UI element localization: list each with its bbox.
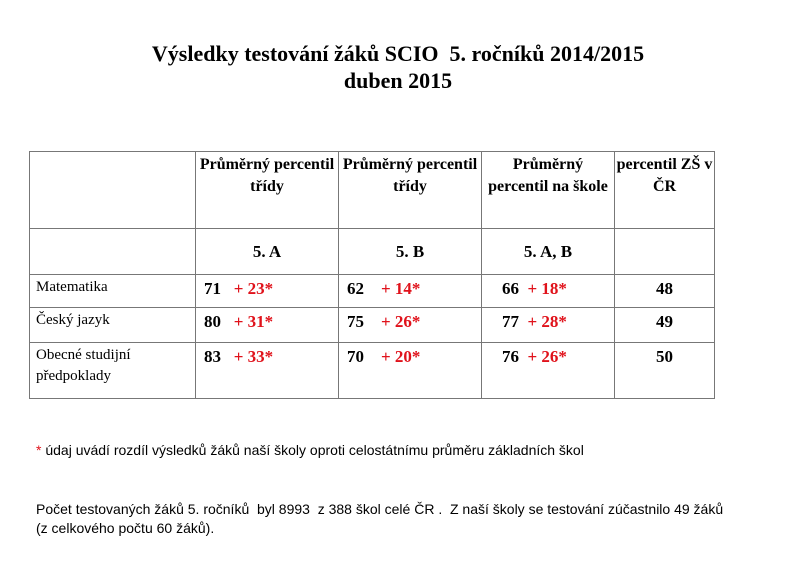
score-value: 70	[347, 347, 364, 366]
class-label-b: 5. B	[339, 229, 482, 275]
national-percentile: 48	[615, 275, 715, 308]
score-value: 77	[502, 312, 519, 331]
score-diff: + 20*	[381, 347, 421, 366]
score-diff: + 31*	[233, 312, 274, 331]
header-national: percentil ZŠ v ČR	[615, 152, 715, 229]
score-cell	[482, 308, 615, 343]
title-line-2: duben 2015	[343, 68, 453, 93]
score-cell	[339, 275, 482, 308]
score-cell	[196, 275, 339, 308]
table-row	[30, 275, 715, 308]
score-diff: + 26*	[381, 312, 421, 331]
score-diff: + 23*	[233, 279, 274, 298]
score-cell	[482, 275, 615, 308]
score-cell	[196, 308, 339, 343]
score-diff: + 18*	[527, 279, 567, 298]
score-value: 83	[204, 347, 221, 366]
subject-label: Matematika	[30, 275, 196, 308]
score-cell	[482, 343, 615, 399]
footnote	[36, 442, 584, 458]
score-diff: + 14*	[381, 279, 421, 298]
class-row	[30, 229, 715, 275]
class-cell-empty-2	[615, 229, 715, 275]
participation-line-2: (z celkového počtu 60 žáků).	[36, 520, 215, 536]
subject-label: Český jazyk	[30, 308, 196, 343]
score-diff: + 33*	[233, 347, 274, 366]
score-value: 66	[502, 279, 519, 298]
participation-note	[36, 500, 766, 538]
score-value: 80	[204, 312, 221, 331]
national-percentile: 50	[615, 343, 715, 399]
score-value: 75	[347, 312, 364, 331]
results-table	[29, 151, 715, 399]
participation-line-1: Počet testovaných žáků 5. ročníků byl 8993 z 388 škol celé ČR . Z naší školy se testování zúčastnilo 49 žáků	[36, 501, 724, 517]
national-percentile: 49	[615, 308, 715, 343]
class-label-a: 5. A	[196, 229, 339, 275]
footnote-asterisk: *	[36, 442, 42, 458]
subject-label: Obecné studijní předpoklady	[30, 343, 196, 399]
header-class-a: Průměrný percentil třídy	[196, 152, 339, 229]
table-row	[30, 308, 715, 343]
score-value: 76	[502, 347, 519, 366]
class-label-ab: 5. A, B	[482, 229, 615, 275]
title-line-1: Výsledky testování žáků SCIO 5. ročníků 2014/2015	[151, 41, 645, 66]
header-row	[30, 152, 715, 229]
header-cell-empty	[30, 152, 196, 229]
footnote-text: údaj uvádí rozdíl výsledků žáků naší školy oproti celostátnímu průměru základních škol	[41, 442, 584, 458]
score-value: 71	[204, 279, 221, 298]
score-diff: + 28*	[527, 312, 567, 331]
score-cell	[339, 308, 482, 343]
score-cell	[339, 343, 482, 399]
table-row	[30, 343, 715, 399]
score-value: 62	[347, 279, 364, 298]
document-title	[0, 40, 796, 94]
score-cell	[196, 343, 339, 399]
header-class-b: Průměrný percentil třídy	[339, 152, 482, 229]
class-cell-empty	[30, 229, 196, 275]
header-school: Průměrný percentil na škole	[482, 152, 615, 229]
score-diff: + 26*	[527, 347, 567, 366]
